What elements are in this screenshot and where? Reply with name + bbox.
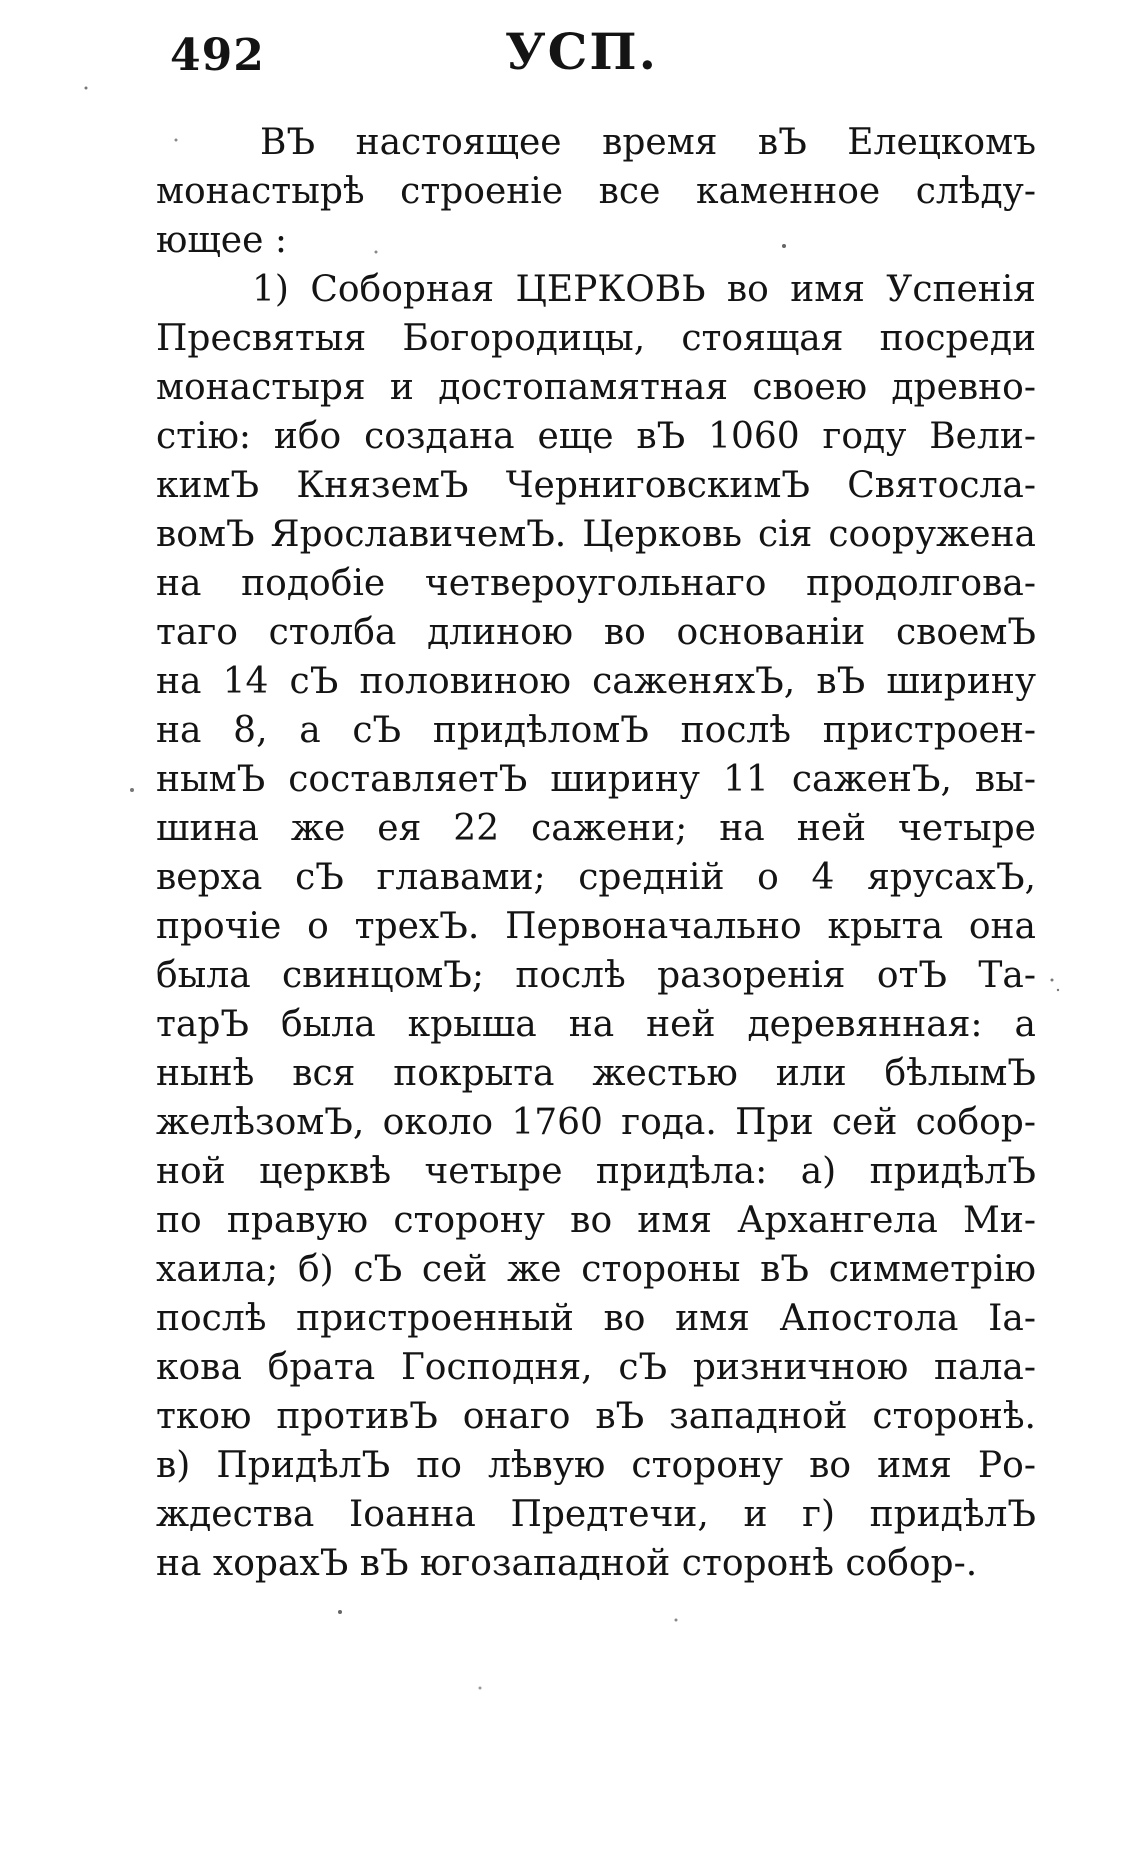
text-line: в) ПридѣлЪ по лѣвую сторону во имя Ро- <box>156 1445 1036 1486</box>
text-line: шина же ея 22 сажени; на ней четыре <box>156 808 1036 849</box>
text-line: ВЪ настоящее время вЪ Елецкомъ <box>260 122 1036 163</box>
text-line: нымЪ составляетЪ ширину 11 саженЪ, вы- <box>156 759 1036 800</box>
text-line: вомЪ ЯрославичемЪ. Церковь сія сооружена <box>156 514 1036 555</box>
text-line: Пресвятыя Богородицы, стоящая посреди <box>156 318 1036 359</box>
paper-speck <box>675 1619 678 1622</box>
text-line: кова брата Господня, сЪ ризничною пала- <box>156 1347 1036 1388</box>
text-line: на хорахЪ вЪ югозападной сторонѣ собор-. <box>156 1543 978 1584</box>
text-line: ной церквѣ четыре придѣла: а) придѣлЪ <box>156 1151 1036 1192</box>
paper-speck <box>130 788 134 792</box>
page-number: 492 <box>170 30 265 81</box>
text-line: была свинцомЪ; послѣ разоренія отЪ Та- <box>156 955 1036 996</box>
text-line: на 8, а сЪ придѣломЪ послѣ пристроен- <box>156 710 1036 751</box>
paper-speck <box>479 1687 482 1690</box>
text-line: кимЪ КняземЪ ЧерниговскимЪ Святосла- <box>156 465 1036 506</box>
running-head: УСП. <box>505 22 658 81</box>
text-line: ткою противЪ онаго вЪ западной сторонѣ. <box>156 1396 1036 1437</box>
text-line: таго столба длиною во основаніи своемЪ <box>156 612 1036 653</box>
text-line: верха сЪ главами; средній о 4 ярусахЪ, <box>156 857 1036 898</box>
paper-speck <box>782 244 786 248</box>
paper-speck <box>1057 989 1059 991</box>
text-line: 1) Соборная ЦЕРКОВЬ во имя Успенія <box>252 269 1036 310</box>
text-line: послѣ пристроенный во имя Апостола Іа- <box>156 1298 1036 1339</box>
text-line: прочіе о трехЪ. Первоначально крыта она <box>156 906 1036 947</box>
text-line: стію: ибо создана еще вЪ 1060 году Вели- <box>156 416 1036 457</box>
text-line: по правую сторону во имя Архангела Ми- <box>156 1200 1036 1241</box>
paper-speck <box>1051 979 1054 982</box>
text-line: хаила; б) сЪ сей же стороны вЪ симметрію <box>156 1249 1036 1290</box>
text-line: ждества Іоанна Предтечи, и г) придѣлЪ <box>156 1494 1036 1535</box>
text-line: на 14 сЪ половиною саженяхЪ, вЪ ширину <box>156 661 1036 702</box>
text-line: ющее : <box>156 220 287 261</box>
paper-speck <box>375 251 378 254</box>
paper-speck <box>85 87 88 90</box>
text-line: монастыря и достопамятная своею древно- <box>156 367 1036 408</box>
text-line: на подобіе четвероугольнаго продолгова- <box>156 563 1036 604</box>
paper-speck <box>175 139 178 142</box>
text-line: монастырѣ строеніе все каменное слѣду- <box>156 171 1036 212</box>
text-line: желѣзомЪ, около 1760 года. При сей собор- <box>156 1102 1036 1143</box>
text-line: тарЪ была крыша на ней деревянная: а <box>156 1004 1036 1045</box>
text-line: нынѣ вся покрыта жестью или бѣлымЪ <box>156 1053 1036 1094</box>
paper-speck <box>338 1610 342 1614</box>
